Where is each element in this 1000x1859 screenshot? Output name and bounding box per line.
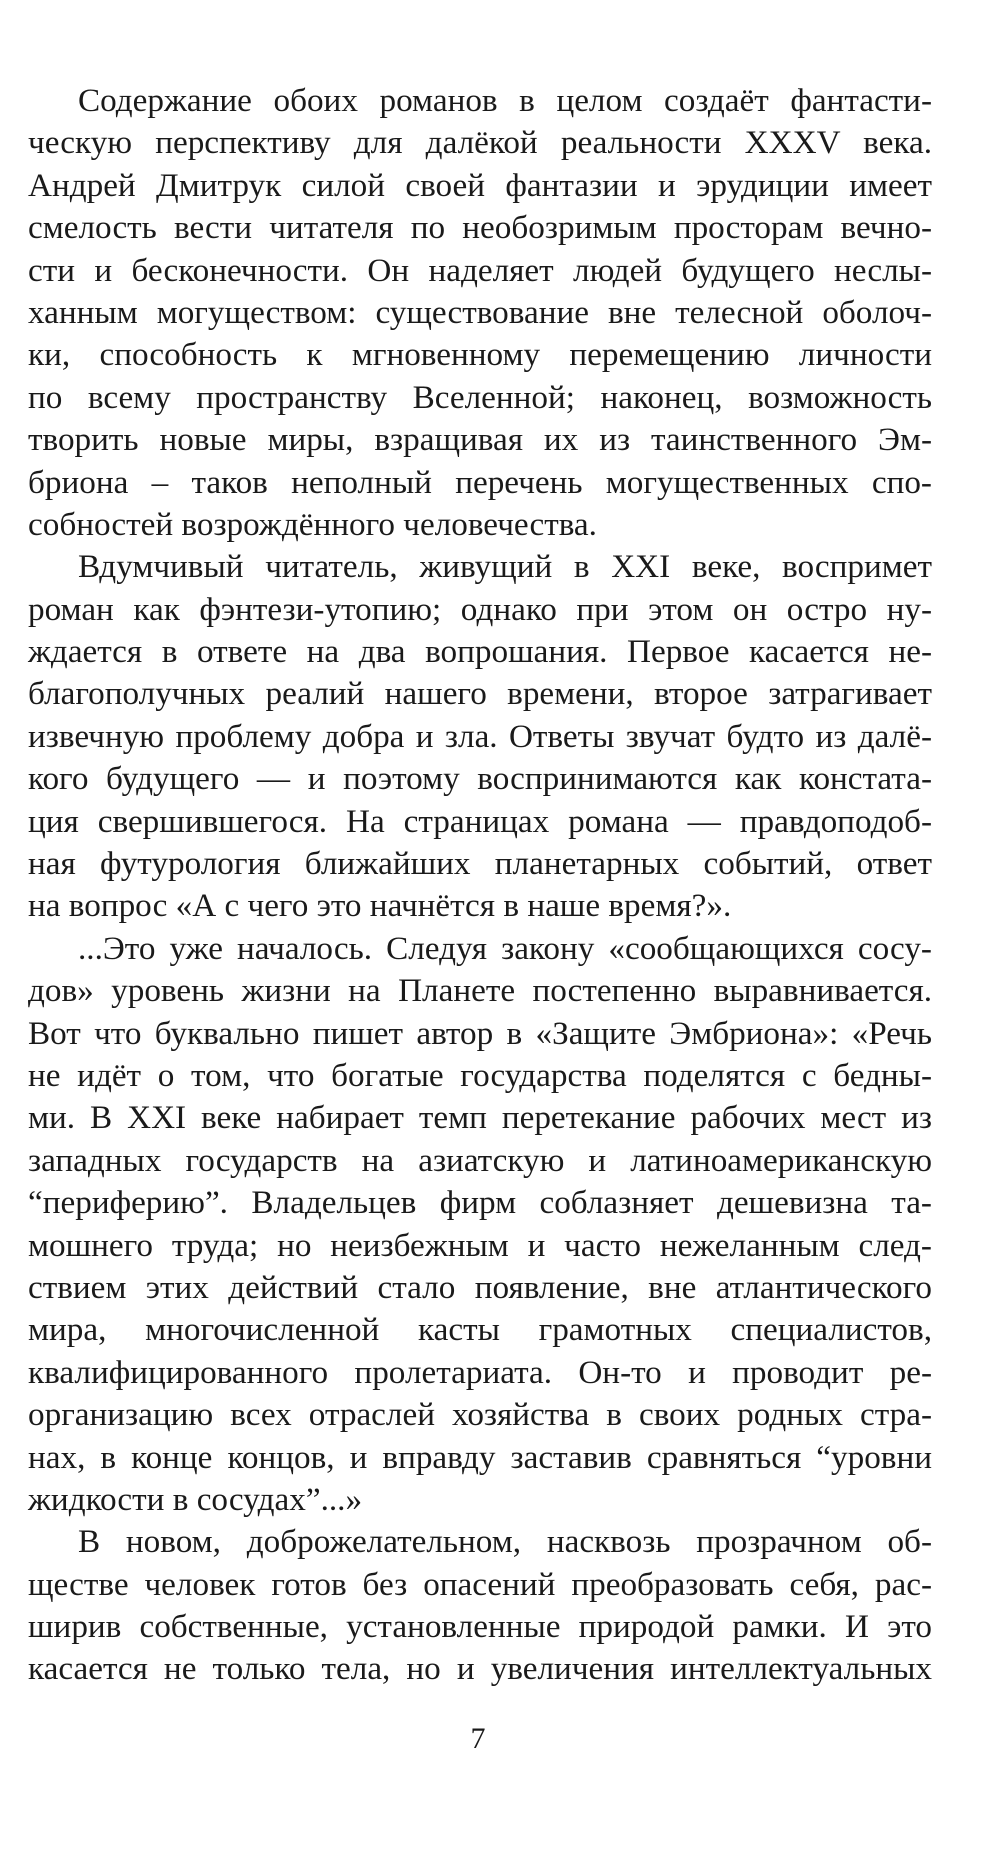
text-line: Содержание обоих романов в целом создаёт фантасти-: [78, 82, 932, 119]
paragraph: [28, 546, 932, 928]
text-line: Вот что буквально пишет автор в «Защите Эмбриона»: «Речь: [28, 1014, 932, 1052]
text-line: мира, многочисленной касты грамотных специалистов,: [28, 1311, 932, 1349]
text-line: не идёт о том, что богатые государства поделятся с бедны-: [28, 1056, 932, 1094]
text-line: квалифицированного пролетариата. Он-то и проводит ре-: [28, 1353, 932, 1391]
text-line: бриона – таков неполный перечень могущественных спо-: [28, 463, 932, 501]
text-line: Вдумчивый читатель, живущий в XXI веке, воспримет: [78, 548, 932, 586]
text-line: западных государств на азиатскую и латиноамериканскую: [28, 1141, 932, 1179]
text-line: организацию всех отраслей хозяйства в своих родных стра-: [28, 1396, 932, 1434]
paragraph: [28, 80, 932, 546]
text-line: сти и бесконечности. Он наделяет людей будущего неслы-: [28, 251, 932, 289]
text-line: ческую перспективу для далёкой реальности XXXV века.: [28, 124, 932, 162]
text-line: ждается в ответе на два вопрошания. Первое касается не-: [28, 633, 932, 671]
text-line: ...Это уже началось. Следуя закону «сообщающихся сосу-: [78, 929, 932, 967]
text-line: ми. В XXI веке набирает темп перетекание рабочих мест из: [28, 1099, 932, 1137]
text-line: кого будущего — и поэтому воспринимаются как констата-: [28, 760, 932, 798]
text-line: ханным могуществом: существование вне телесной оболоч-: [28, 293, 932, 331]
paragraph: [28, 1521, 932, 1691]
text-line: роман как фэнтези-утопию; однако при этом он остро ну-: [28, 590, 932, 628]
text-line: извечную проблему добра и зла. Ответы звучат будто из далё-: [28, 717, 932, 755]
text-line: благополучных реалий нашего времени, второе затрагивает: [28, 675, 932, 713]
text-line: дов» уровень жизни на Планете постепенно выравнивается.: [28, 972, 932, 1010]
text-line: на вопрос «А с чего это начнётся в наше время?».: [28, 887, 732, 925]
paragraph: [28, 928, 932, 1521]
text-line: ки, способность к мгновенному перемещению личности: [28, 336, 932, 374]
text-line: ная футурология ближайших планетарных событий, ответ: [28, 845, 932, 883]
text-line: ширив собственные, установленные природой рамки. И это: [28, 1608, 932, 1646]
text-line: собностей возрождённого человечества.: [28, 505, 597, 543]
text-line: ществе человек готов без опасений преобразовать себя, рас-: [28, 1565, 932, 1603]
text-line: творить новые миры, взращивая их из таинственного Эм-: [28, 421, 932, 459]
text-line: В новом, доброжелательном, насквозь прозрачном об-: [78, 1523, 932, 1561]
text-line: по всему пространству Вселенной; наконец, возможность: [28, 378, 932, 416]
text-line: ция свершившегося. На страницах романа — правдоподоб-: [28, 802, 932, 840]
text-line: смелость вести читателя по необозримым просторам вечно-: [28, 209, 932, 247]
text-line: нах, в конце концов, и вправду заставив сравняться “уровни: [28, 1438, 932, 1476]
body-text: [28, 80, 932, 1691]
text-line: “периферию”. Владельцев фирм соблазняет дешевизна та-: [28, 1184, 932, 1222]
text-line: касается не только тела, но и увеличения интеллектуальных: [28, 1650, 932, 1688]
text-line: мошнего труда; но неизбежным и часто нежеланным след-: [28, 1226, 932, 1264]
text-line: ствием этих действий стало появление, вне атлантического: [28, 1268, 932, 1306]
text-line: Андрей Дмитрук силой своей фантазии и эрудиции имеет: [28, 166, 932, 204]
page-number: 7: [470, 1722, 486, 1755]
text-line: жидкости в сосудах”...»: [28, 1480, 363, 1518]
